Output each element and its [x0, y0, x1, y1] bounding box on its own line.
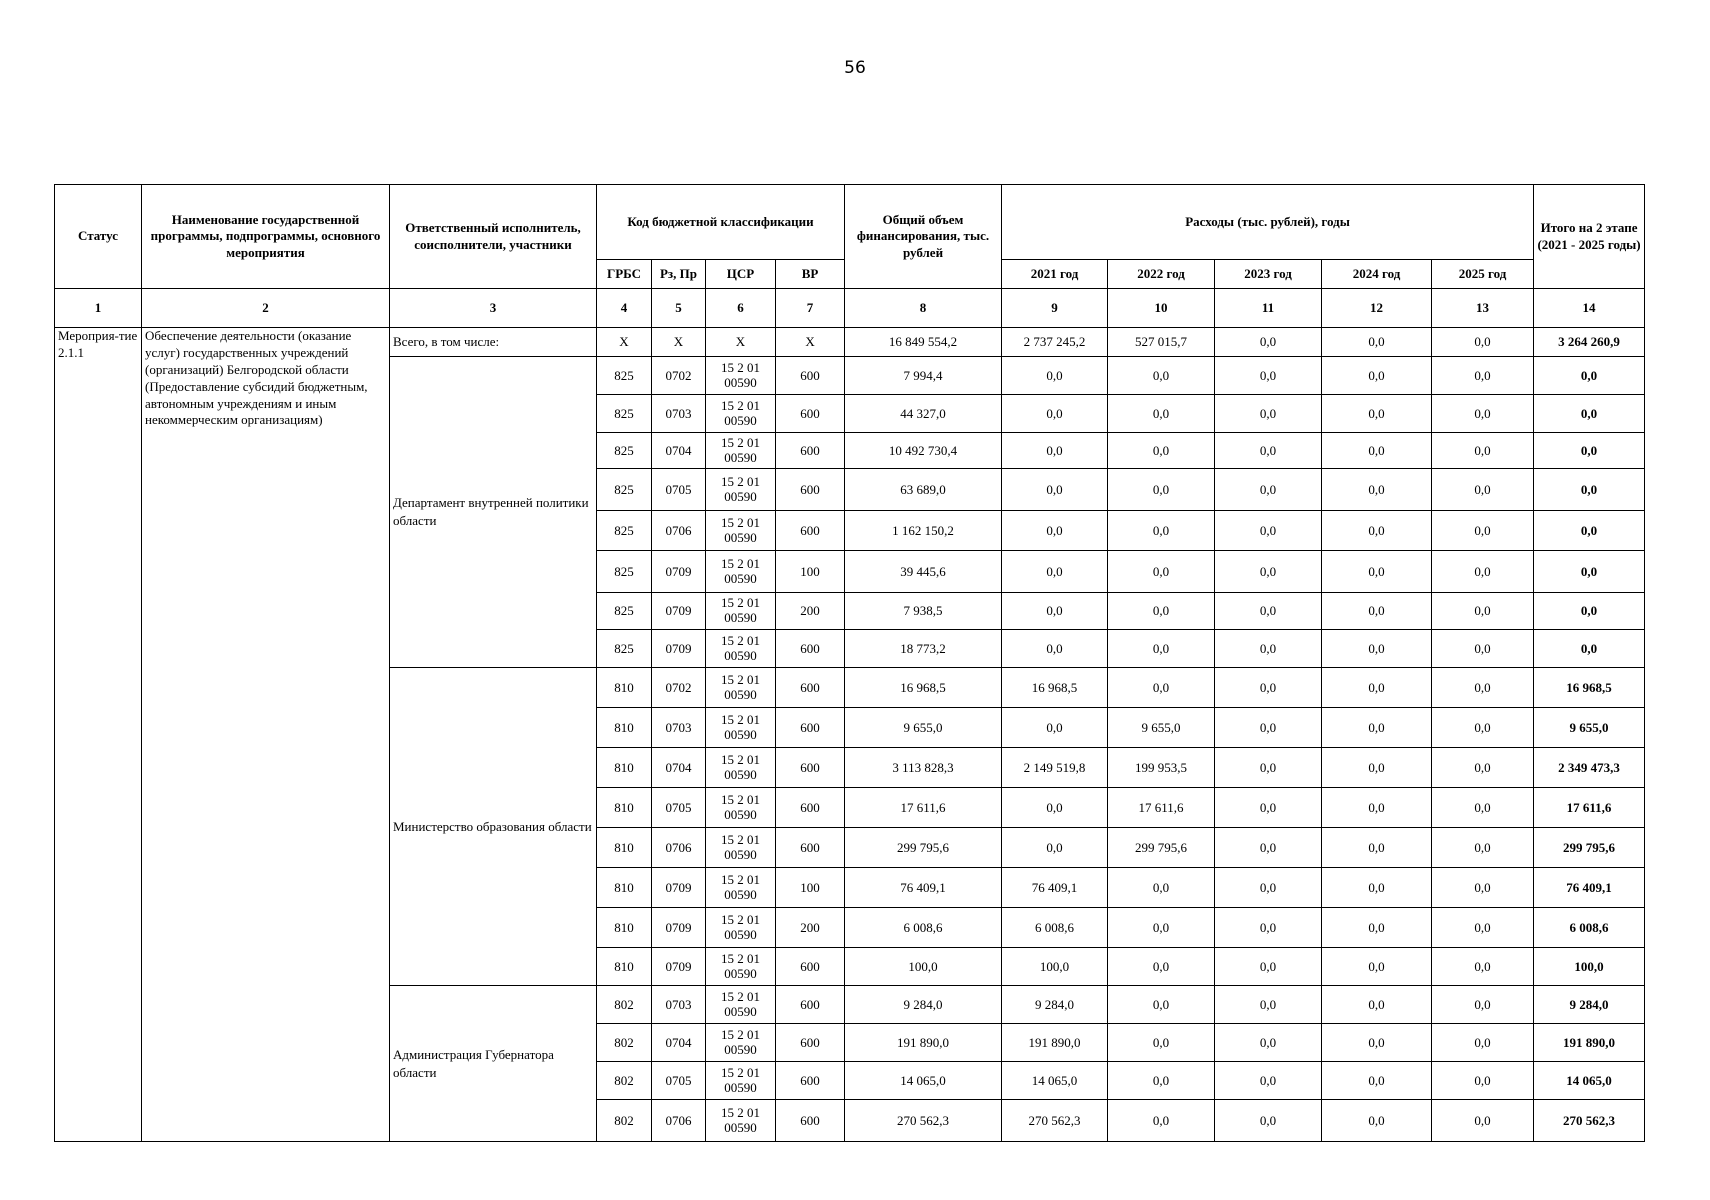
y2022-cell: 0,0 — [1108, 469, 1215, 511]
grbs-cell: 825 — [597, 433, 652, 469]
y2023-cell: 0,0 — [1215, 1062, 1322, 1100]
y2025-cell: 0,0 — [1432, 357, 1534, 395]
grbs-cell: 802 — [597, 1024, 652, 1062]
total-volume-cell: 76 409,1 — [845, 868, 1002, 908]
csr-cell: 15 2 01 00590 — [706, 1062, 776, 1100]
header-status: Статус — [55, 185, 142, 289]
y2023-cell: 0,0 — [1215, 511, 1322, 551]
grbs-cell: 825 — [597, 469, 652, 511]
column-number: 4 — [597, 289, 652, 328]
y2022-cell: 0,0 — [1108, 593, 1215, 630]
y2021-cell: 0,0 — [1002, 708, 1108, 748]
y2023-cell: 0,0 — [1215, 986, 1322, 1024]
y2023-cell: 0,0 — [1215, 551, 1322, 593]
y2024-cell: 0,0 — [1322, 986, 1432, 1024]
y2022-cell: 527 015,7 — [1108, 328, 1215, 357]
header-grbs: ГРБС — [597, 260, 652, 289]
csr-cell: 15 2 01 00590 — [706, 986, 776, 1024]
grbs-cell: 802 — [597, 986, 652, 1024]
csr-cell: 15 2 01 00590 — [706, 433, 776, 469]
column-number: 1 — [55, 289, 142, 328]
y2021-cell: 2 737 245,2 — [1002, 328, 1108, 357]
rzpr-cell: 0709 — [652, 948, 706, 986]
itogo-cell: 14 065,0 — [1534, 1062, 1645, 1100]
y2025-cell: 0,0 — [1432, 1024, 1534, 1062]
grbs-cell: 810 — [597, 948, 652, 986]
y2023-cell: 0,0 — [1215, 630, 1322, 668]
vr-cell: 600 — [776, 668, 845, 708]
total-volume-cell: 9 655,0 — [845, 708, 1002, 748]
y2021-cell: 0,0 — [1002, 630, 1108, 668]
vr-cell: 600 — [776, 1062, 845, 1100]
y2025-cell: 0,0 — [1432, 433, 1534, 469]
csr-cell: 15 2 01 00590 — [706, 511, 776, 551]
total-volume-cell: 10 492 730,4 — [845, 433, 1002, 469]
csr-cell: 15 2 01 00590 — [706, 357, 776, 395]
executor-cell: Администрация Губернатора области — [390, 986, 597, 1142]
grbs-cell: 802 — [597, 1100, 652, 1142]
total-volume-cell: 191 890,0 — [845, 1024, 1002, 1062]
y2025-cell: 0,0 — [1432, 1062, 1534, 1100]
itogo-cell: 270 562,3 — [1534, 1100, 1645, 1142]
y2021-cell: 0,0 — [1002, 395, 1108, 433]
y2025-cell: 0,0 — [1432, 328, 1534, 357]
y2021-cell: 16 968,5 — [1002, 668, 1108, 708]
y2021-cell: 191 890,0 — [1002, 1024, 1108, 1062]
grbs-cell: 825 — [597, 551, 652, 593]
itogo-cell: 0,0 — [1534, 511, 1645, 551]
grbs-cell: 802 — [597, 1062, 652, 1100]
column-number: 7 — [776, 289, 845, 328]
rzpr-cell: Х — [652, 328, 706, 357]
y2024-cell: 0,0 — [1322, 630, 1432, 668]
itogo-cell: 9 655,0 — [1534, 708, 1645, 748]
vr-cell: 600 — [776, 948, 845, 986]
csr-cell: 15 2 01 00590 — [706, 630, 776, 668]
rzpr-cell: 0702 — [652, 357, 706, 395]
header-itogo: Итого на 2 этапе (2021 - 2025 годы) — [1534, 185, 1645, 289]
total-volume-cell: 16 968,5 — [845, 668, 1002, 708]
rzpr-cell: 0709 — [652, 868, 706, 908]
rzpr-cell: 0706 — [652, 1100, 706, 1142]
vr-cell: 600 — [776, 1024, 845, 1062]
y2022-cell: 0,0 — [1108, 1062, 1215, 1100]
y2025-cell: 0,0 — [1432, 593, 1534, 630]
rzpr-cell: 0704 — [652, 1024, 706, 1062]
vr-cell: 600 — [776, 828, 845, 868]
y2023-cell: 0,0 — [1215, 828, 1322, 868]
y2024-cell: 0,0 — [1322, 868, 1432, 908]
grbs-cell: 810 — [597, 708, 652, 748]
y2021-cell: 76 409,1 — [1002, 868, 1108, 908]
total-volume-cell: 270 562,3 — [845, 1100, 1002, 1142]
grbs-cell: 810 — [597, 748, 652, 788]
csr-cell: 15 2 01 00590 — [706, 868, 776, 908]
grbs-cell: 810 — [597, 828, 652, 868]
vr-cell: 200 — [776, 593, 845, 630]
csr-cell: 15 2 01 00590 — [706, 593, 776, 630]
status-cell: Мероприя-тие 2.1.1 — [55, 328, 142, 1142]
column-number: 9 — [1002, 289, 1108, 328]
total-volume-cell: 44 327,0 — [845, 395, 1002, 433]
executor-cell: Министерство образования области — [390, 668, 597, 986]
total-volume-cell: 63 689,0 — [845, 469, 1002, 511]
total-volume-cell: 299 795,6 — [845, 828, 1002, 868]
header-expenses: Расходы (тыс. рублей), годы — [1002, 185, 1534, 260]
header-2024: 2024 год — [1322, 260, 1432, 289]
total-volume-cell: 14 065,0 — [845, 1062, 1002, 1100]
column-number: 2 — [142, 289, 390, 328]
y2022-cell: 0,0 — [1108, 668, 1215, 708]
y2025-cell: 0,0 — [1432, 668, 1534, 708]
vr-cell: 600 — [776, 986, 845, 1024]
csr-cell: Х — [706, 328, 776, 357]
csr-cell: 15 2 01 00590 — [706, 1100, 776, 1142]
grbs-cell: 810 — [597, 668, 652, 708]
y2025-cell: 0,0 — [1432, 708, 1534, 748]
grbs-cell: Х — [597, 328, 652, 357]
y2022-cell: 0,0 — [1108, 986, 1215, 1024]
column-number: 8 — [845, 289, 1002, 328]
rzpr-cell: 0704 — [652, 433, 706, 469]
header-name: Наименование государственной программы, подпрограммы, основного мероприятия — [142, 185, 390, 289]
y2023-cell: 0,0 — [1215, 1024, 1322, 1062]
y2022-cell: 9 655,0 — [1108, 708, 1215, 748]
itogo-cell: 6 008,6 — [1534, 908, 1645, 948]
y2021-cell: 0,0 — [1002, 551, 1108, 593]
y2022-cell: 0,0 — [1108, 948, 1215, 986]
y2024-cell: 0,0 — [1322, 708, 1432, 748]
y2021-cell: 6 008,6 — [1002, 908, 1108, 948]
vr-cell: 600 — [776, 357, 845, 395]
rzpr-cell: 0709 — [652, 908, 706, 948]
header-budget-code: Код бюджетной классификации — [597, 185, 845, 260]
column-number: 14 — [1534, 289, 1645, 328]
y2021-cell: 14 065,0 — [1002, 1062, 1108, 1100]
y2021-cell: 9 284,0 — [1002, 986, 1108, 1024]
column-numbers-row — [55, 289, 1645, 328]
vr-cell: Х — [776, 328, 845, 357]
y2024-cell: 0,0 — [1322, 1100, 1432, 1142]
y2024-cell: 0,0 — [1322, 1024, 1432, 1062]
event-name-cell: Обеспечение деятельности (оказание услуг) государственных учреждений (организаций) Белгородской области (Предоставление субсидий бюджетным, автономным учреждениям и иным некоммерческим организациям) — [142, 328, 390, 1142]
y2025-cell: 0,0 — [1432, 1100, 1534, 1142]
grbs-cell: 825 — [597, 511, 652, 551]
header-rzpr: Рз, Пр — [652, 260, 706, 289]
itogo-cell: 0,0 — [1534, 357, 1645, 395]
itogo-cell: 76 409,1 — [1534, 868, 1645, 908]
y2023-cell: 0,0 — [1215, 469, 1322, 511]
itogo-cell: 100,0 — [1534, 948, 1645, 986]
vr-cell: 600 — [776, 433, 845, 469]
y2025-cell: 0,0 — [1432, 511, 1534, 551]
y2024-cell: 0,0 — [1322, 948, 1432, 986]
rzpr-cell: 0709 — [652, 630, 706, 668]
vr-cell: 600 — [776, 630, 845, 668]
total-volume-cell: 3 113 828,3 — [845, 748, 1002, 788]
rzpr-cell: 0703 — [652, 395, 706, 433]
rzpr-cell: 0705 — [652, 788, 706, 828]
y2023-cell: 0,0 — [1215, 868, 1322, 908]
itogo-cell: 3 264 260,9 — [1534, 328, 1645, 357]
csr-cell: 15 2 01 00590 — [706, 668, 776, 708]
total-volume-cell: 39 445,6 — [845, 551, 1002, 593]
vr-cell: 600 — [776, 748, 845, 788]
itogo-cell: 299 795,6 — [1534, 828, 1645, 868]
y2025-cell: 0,0 — [1432, 788, 1534, 828]
y2021-cell: 0,0 — [1002, 788, 1108, 828]
itogo-cell: 2 349 473,3 — [1534, 748, 1645, 788]
y2021-cell: 0,0 — [1002, 828, 1108, 868]
itogo-cell: 0,0 — [1534, 551, 1645, 593]
vr-cell: 600 — [776, 395, 845, 433]
total-volume-cell: 100,0 — [845, 948, 1002, 986]
y2025-cell: 0,0 — [1432, 630, 1534, 668]
table-header — [55, 185, 1645, 328]
y2025-cell: 0,0 — [1432, 948, 1534, 986]
grbs-cell: 825 — [597, 357, 652, 395]
rzpr-cell: 0706 — [652, 828, 706, 868]
itogo-cell: 9 284,0 — [1534, 986, 1645, 1024]
y2023-cell: 0,0 — [1215, 433, 1322, 469]
y2023-cell: 0,0 — [1215, 708, 1322, 748]
y2025-cell: 0,0 — [1432, 908, 1534, 948]
rzpr-cell: 0706 — [652, 511, 706, 551]
header-2021: 2021 год — [1002, 260, 1108, 289]
y2024-cell: 0,0 — [1322, 748, 1432, 788]
y2022-cell: 199 953,5 — [1108, 748, 1215, 788]
itogo-cell: 0,0 — [1534, 433, 1645, 469]
total-volume-cell: 7 938,5 — [845, 593, 1002, 630]
y2025-cell: 0,0 — [1432, 748, 1534, 788]
y2021-cell: 0,0 — [1002, 593, 1108, 630]
y2023-cell: 0,0 — [1215, 1100, 1322, 1142]
y2021-cell: 2 149 519,8 — [1002, 748, 1108, 788]
y2023-cell: 0,0 — [1215, 788, 1322, 828]
y2025-cell: 0,0 — [1432, 551, 1534, 593]
y2024-cell: 0,0 — [1322, 328, 1432, 357]
page-number: 56 — [844, 58, 866, 78]
y2024-cell: 0,0 — [1322, 511, 1432, 551]
csr-cell: 15 2 01 00590 — [706, 469, 776, 511]
y2023-cell: 0,0 — [1215, 948, 1322, 986]
y2021-cell: 270 562,3 — [1002, 1100, 1108, 1142]
rzpr-cell: 0705 — [652, 1062, 706, 1100]
rzpr-cell: 0703 — [652, 986, 706, 1024]
total-volume-cell: 7 994,4 — [845, 357, 1002, 395]
csr-cell: 15 2 01 00590 — [706, 828, 776, 868]
vr-cell: 600 — [776, 708, 845, 748]
csr-cell: 15 2 01 00590 — [706, 908, 776, 948]
y2024-cell: 0,0 — [1322, 668, 1432, 708]
y2022-cell: 0,0 — [1108, 1024, 1215, 1062]
header-2025: 2025 год — [1432, 260, 1534, 289]
y2024-cell: 0,0 — [1322, 433, 1432, 469]
y2023-cell: 0,0 — [1215, 395, 1322, 433]
header-2023: 2023 год — [1215, 260, 1322, 289]
column-number: 6 — [706, 289, 776, 328]
y2022-cell: 0,0 — [1108, 395, 1215, 433]
itogo-cell: 0,0 — [1534, 395, 1645, 433]
table-body — [55, 328, 1645, 1142]
csr-cell: 15 2 01 00590 — [706, 708, 776, 748]
itogo-cell: 191 890,0 — [1534, 1024, 1645, 1062]
y2024-cell: 0,0 — [1322, 395, 1432, 433]
y2021-cell: 0,0 — [1002, 357, 1108, 395]
y2022-cell: 0,0 — [1108, 908, 1215, 948]
vr-cell: 100 — [776, 868, 845, 908]
rzpr-cell: 0709 — [652, 593, 706, 630]
y2024-cell: 0,0 — [1322, 908, 1432, 948]
vr-cell: 100 — [776, 551, 845, 593]
total-volume-cell: 17 611,6 — [845, 788, 1002, 828]
vr-cell: 200 — [776, 908, 845, 948]
y2024-cell: 0,0 — [1322, 593, 1432, 630]
header-csr: ЦСР — [706, 260, 776, 289]
grbs-cell: 810 — [597, 788, 652, 828]
y2024-cell: 0,0 — [1322, 788, 1432, 828]
header-vr: ВР — [776, 260, 845, 289]
column-number: 12 — [1322, 289, 1432, 328]
vr-cell: 600 — [776, 469, 845, 511]
csr-cell: 15 2 01 00590 — [706, 395, 776, 433]
y2024-cell: 0,0 — [1322, 357, 1432, 395]
vr-cell: 600 — [776, 1100, 845, 1142]
grbs-cell: 825 — [597, 395, 652, 433]
csr-cell: 15 2 01 00590 — [706, 1024, 776, 1062]
csr-cell: 15 2 01 00590 — [706, 551, 776, 593]
total-volume-cell: 1 162 150,2 — [845, 511, 1002, 551]
column-number: 13 — [1432, 289, 1534, 328]
y2024-cell: 0,0 — [1322, 828, 1432, 868]
y2024-cell: 0,0 — [1322, 469, 1432, 511]
y2022-cell: 0,0 — [1108, 1100, 1215, 1142]
y2025-cell: 0,0 — [1432, 986, 1534, 1024]
y2024-cell: 0,0 — [1322, 551, 1432, 593]
header-total-volume: Общий объем финансирования, тыс. рублей — [845, 185, 1002, 289]
y2021-cell: 0,0 — [1002, 433, 1108, 469]
y2021-cell: 0,0 — [1002, 511, 1108, 551]
total-volume-cell: 9 284,0 — [845, 986, 1002, 1024]
csr-cell: 15 2 01 00590 — [706, 948, 776, 986]
total-row — [55, 328, 1645, 357]
rzpr-cell: 0703 — [652, 708, 706, 748]
header-executor: Ответственный исполнитель, соисполнители, участники — [390, 185, 597, 289]
y2023-cell: 0,0 — [1215, 748, 1322, 788]
grbs-cell: 825 — [597, 630, 652, 668]
column-number: 10 — [1108, 289, 1215, 328]
rzpr-cell: 0705 — [652, 469, 706, 511]
y2023-cell: 0,0 — [1215, 593, 1322, 630]
itogo-cell: 17 611,6 — [1534, 788, 1645, 828]
y2022-cell: 0,0 — [1108, 868, 1215, 908]
column-number: 3 — [390, 289, 597, 328]
header-2022: 2022 год — [1108, 260, 1215, 289]
y2023-cell: 0,0 — [1215, 357, 1322, 395]
y2023-cell: 0,0 — [1215, 908, 1322, 948]
y2025-cell: 0,0 — [1432, 868, 1534, 908]
y2023-cell: 0,0 — [1215, 328, 1322, 357]
grbs-cell: 810 — [597, 908, 652, 948]
itogo-cell: 0,0 — [1534, 593, 1645, 630]
y2022-cell: 0,0 — [1108, 630, 1215, 668]
rzpr-cell: 0709 — [652, 551, 706, 593]
y2022-cell: 0,0 — [1108, 433, 1215, 469]
y2021-cell: 100,0 — [1002, 948, 1108, 986]
y2022-cell: 0,0 — [1108, 511, 1215, 551]
column-number: 11 — [1215, 289, 1322, 328]
total-volume-cell: 18 773,2 — [845, 630, 1002, 668]
y2022-cell: 0,0 — [1108, 357, 1215, 395]
vr-cell: 600 — [776, 788, 845, 828]
itogo-cell: 0,0 — [1534, 630, 1645, 668]
grbs-cell: 810 — [597, 868, 652, 908]
total-volume-cell: 16 849 554,2 — [845, 328, 1002, 357]
executor-cell: Департамент внутренней политики области — [390, 357, 597, 668]
grbs-cell: 825 — [597, 593, 652, 630]
budget-table — [54, 184, 1645, 1142]
y2021-cell: 0,0 — [1002, 469, 1108, 511]
total-volume-cell: 6 008,6 — [845, 908, 1002, 948]
y2025-cell: 0,0 — [1432, 395, 1534, 433]
y2023-cell: 0,0 — [1215, 668, 1322, 708]
y2022-cell: 299 795,6 — [1108, 828, 1215, 868]
y2025-cell: 0,0 — [1432, 828, 1534, 868]
executor-total-cell: Всего, в том числе: — [390, 328, 597, 357]
vr-cell: 600 — [776, 511, 845, 551]
itogo-cell: 16 968,5 — [1534, 668, 1645, 708]
csr-cell: 15 2 01 00590 — [706, 748, 776, 788]
y2022-cell: 0,0 — [1108, 551, 1215, 593]
rzpr-cell: 0704 — [652, 748, 706, 788]
csr-cell: 15 2 01 00590 — [706, 788, 776, 828]
y2025-cell: 0,0 — [1432, 469, 1534, 511]
y2022-cell: 17 611,6 — [1108, 788, 1215, 828]
column-number: 5 — [652, 289, 706, 328]
y2024-cell: 0,0 — [1322, 1062, 1432, 1100]
rzpr-cell: 0702 — [652, 668, 706, 708]
itogo-cell: 0,0 — [1534, 469, 1645, 511]
